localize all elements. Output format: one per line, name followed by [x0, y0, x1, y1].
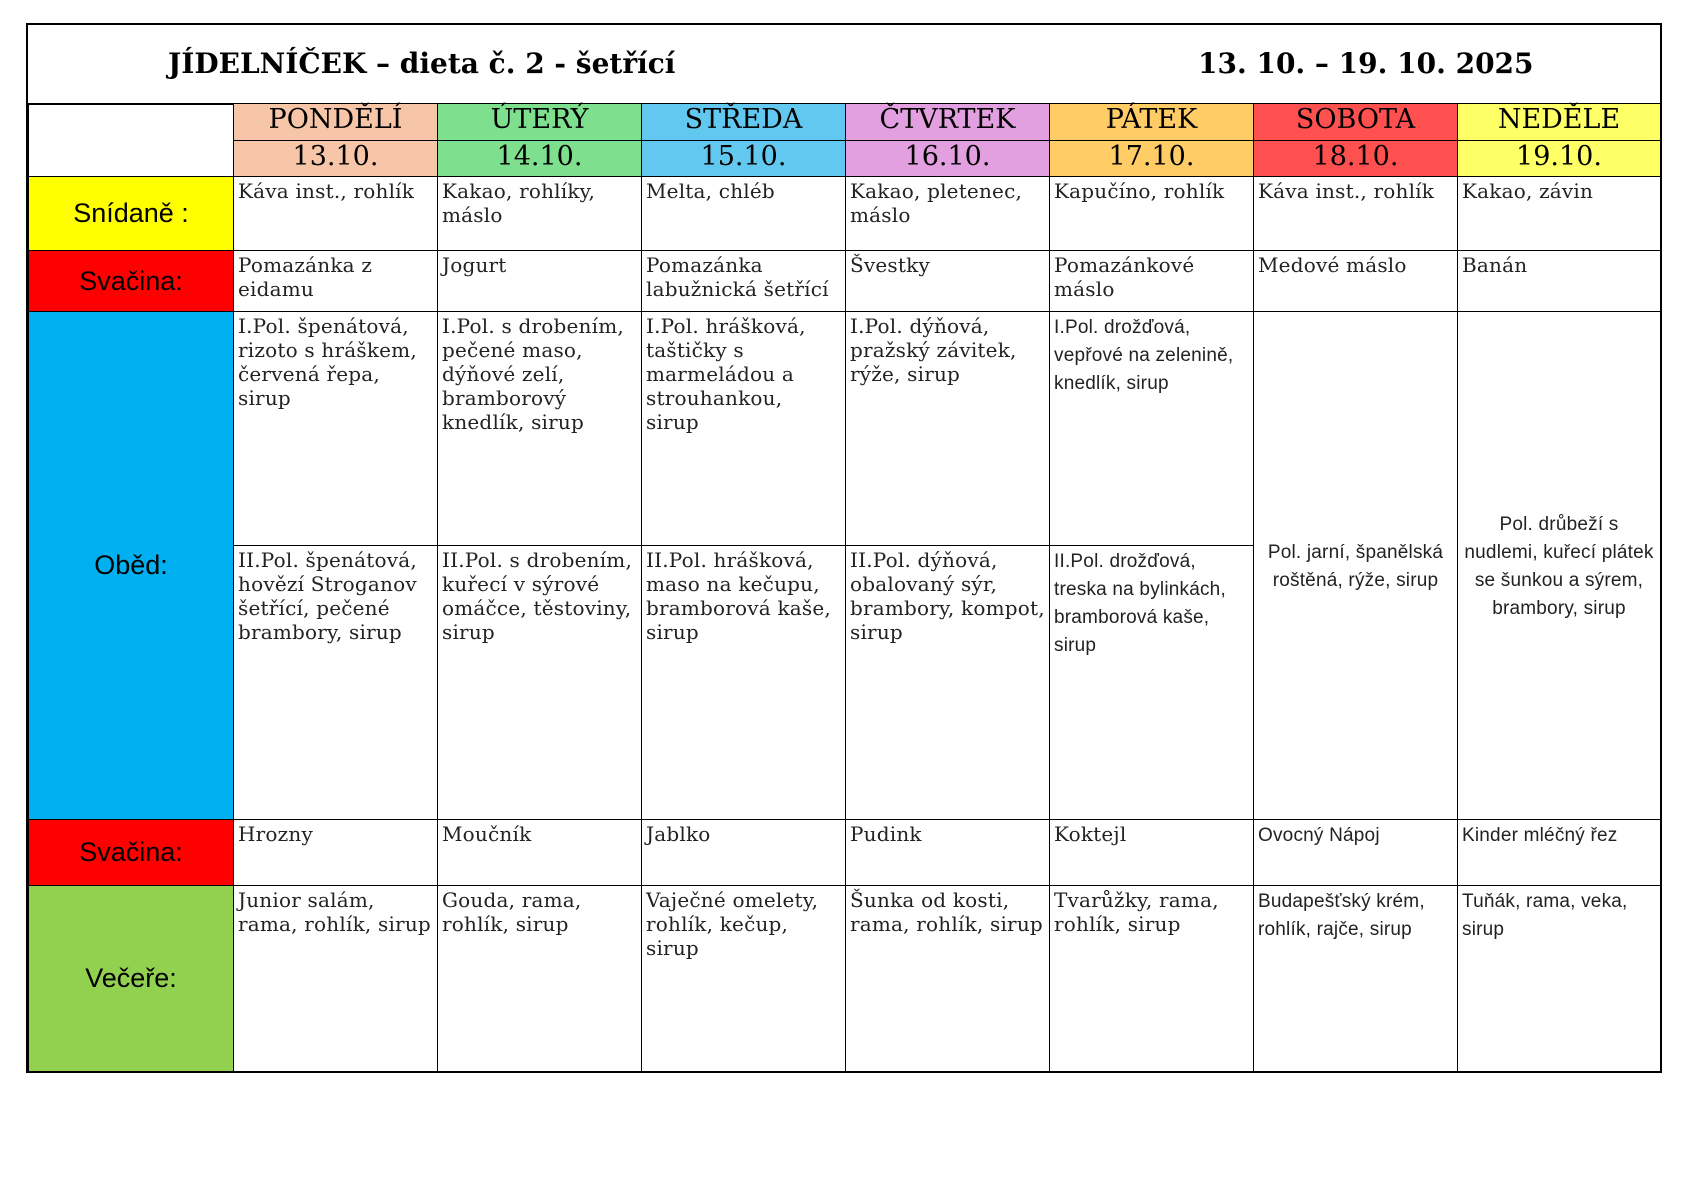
breakfast-monday: Káva inst., rohlík	[234, 177, 438, 251]
day-date-friday: 17.10.	[1050, 141, 1254, 177]
breakfast-thursday: Kakao, pletenec, máslo	[846, 177, 1050, 251]
lunch-sunday: Pol. drůbeží s nudlemi, kuřecí plátek se šunkou a sýrem, brambory, sirup	[1458, 312, 1661, 820]
lunch2-tuesday: II.Pol. s drobením, kuřecí v sýrové omáčce, těstoviny, sirup	[438, 546, 642, 820]
meal-label-snack-morning: Svačina:	[29, 251, 234, 312]
date-range: 13. 10. – 19. 10. 2025	[1198, 47, 1534, 80]
snack1-sunday: Banán	[1458, 251, 1661, 312]
snack2-saturday: Ovocný Nápoj	[1254, 820, 1458, 886]
page-title: JÍDELNÍČEK – dieta č. 2 - šetřící	[168, 47, 676, 80]
snack2-sunday: Kinder mléčný řez	[1458, 820, 1661, 886]
meal-label-snack-afternoon: Svačina:	[29, 820, 234, 886]
lunch2-friday: II.Pol. drožďová, treska na bylinkách, bramborová kaše, sirup	[1050, 546, 1254, 820]
lunch1-friday: I.Pol. drožďová, vepřové na zelenině, knedlík, sirup	[1050, 312, 1254, 546]
dinner-sunday: Tuňák, rama, veka, sirup	[1458, 886, 1661, 1072]
breakfast-friday: Kapučíno, rohlík	[1050, 177, 1254, 251]
snack1-saturday: Medové máslo	[1254, 251, 1458, 312]
day-name-monday: PONDĚLÍ	[234, 104, 438, 141]
meal-label-lunch: Oběd:	[29, 312, 234, 820]
corner-cell	[29, 104, 234, 177]
snack2-thursday: Pudink	[846, 820, 1050, 886]
lunch1-wednesday: I.Pol. hrášková, taštičky s marmeládou a strouhankou, sirup	[642, 312, 846, 546]
lunch1-thursday: I.Pol. dýňová, pražský závitek, rýže, sirup	[846, 312, 1050, 546]
day-date-monday: 13.10.	[234, 141, 438, 177]
day-date-wednesday: 15.10.	[642, 141, 846, 177]
lunch1-monday: I.Pol. špenátová, rizoto s hráškem, červená řepa, sirup	[234, 312, 438, 546]
day-date-tuesday: 14.10.	[438, 141, 642, 177]
day-name-friday: PÁTEK	[1050, 104, 1254, 141]
day-date-sunday: 19.10.	[1458, 141, 1661, 177]
dinner-saturday: Budapešťský krém, rohlík, rajče, sirup	[1254, 886, 1458, 1072]
dinner-friday: Tvarůžky, rama, rohlík, sirup	[1050, 886, 1254, 1072]
snack1-monday: Pomazánka z eidamu	[234, 251, 438, 312]
day-date-thursday: 16.10.	[846, 141, 1050, 177]
dinner-tuesday: Gouda, rama, rohlík, sirup	[438, 886, 642, 1072]
snack1-wednesday: Pomazánka labužnická šetřící	[642, 251, 846, 312]
snack1-friday: Pomazánkové máslo	[1050, 251, 1254, 312]
snack1-tuesday: Jogurt	[438, 251, 642, 312]
snack2-wednesday: Jablko	[642, 820, 846, 886]
snack2-tuesday: Moučník	[438, 820, 642, 886]
lunch2-monday: II.Pol. špenátová, hovězí Stroganov šetřící, pečené brambory, sirup	[234, 546, 438, 820]
title-row	[28, 25, 1660, 105]
lunch-saturday: Pol. jarní, španělská roštěná, rýže, sirup	[1254, 312, 1458, 820]
day-name-saturday: SOBOTA	[1254, 104, 1458, 141]
dinner-wednesday: Vaječné omelety, rohlík, kečup, sirup	[642, 886, 846, 1072]
meal-label-dinner: Večeře:	[29, 886, 234, 1072]
lunch2-wednesday: II.Pol. hrášková, maso na kečupu, bramborová kaše, sirup	[642, 546, 846, 820]
snack2-friday: Koktejl	[1050, 820, 1254, 886]
breakfast-saturday: Káva inst., rohlík	[1254, 177, 1458, 251]
day-name-sunday: NEDĚLE	[1458, 104, 1661, 141]
day-date-saturday: 18.10.	[1254, 141, 1458, 177]
breakfast-sunday: Kakao, závin	[1458, 177, 1661, 251]
dinner-monday: Junior salám, rama, rohlík, sirup	[234, 886, 438, 1072]
breakfast-tuesday: Kakao, rohlíky, máslo	[438, 177, 642, 251]
lunch2-thursday: II.Pol. dýňová, obalovaný sýr, brambory, kompot, sirup	[846, 546, 1050, 820]
snack1-thursday: Švestky	[846, 251, 1050, 312]
day-name-wednesday: STŘEDA	[642, 104, 846, 141]
menu-table	[28, 103, 1661, 1072]
day-name-thursday: ČTVRTEK	[846, 104, 1050, 141]
snack2-monday: Hrozny	[234, 820, 438, 886]
menu-frame	[26, 23, 1662, 1073]
breakfast-wednesday: Melta, chléb	[642, 177, 846, 251]
meal-label-breakfast: Snídaně :	[29, 177, 234, 251]
dinner-thursday: Šunka od kosti, rama, rohlík, sirup	[846, 886, 1050, 1072]
day-name-tuesday: ÚTERÝ	[438, 104, 642, 141]
lunch1-tuesday: I.Pol. s drobením, pečené maso, dýňové zelí, bramborový knedlík, sirup	[438, 312, 642, 546]
